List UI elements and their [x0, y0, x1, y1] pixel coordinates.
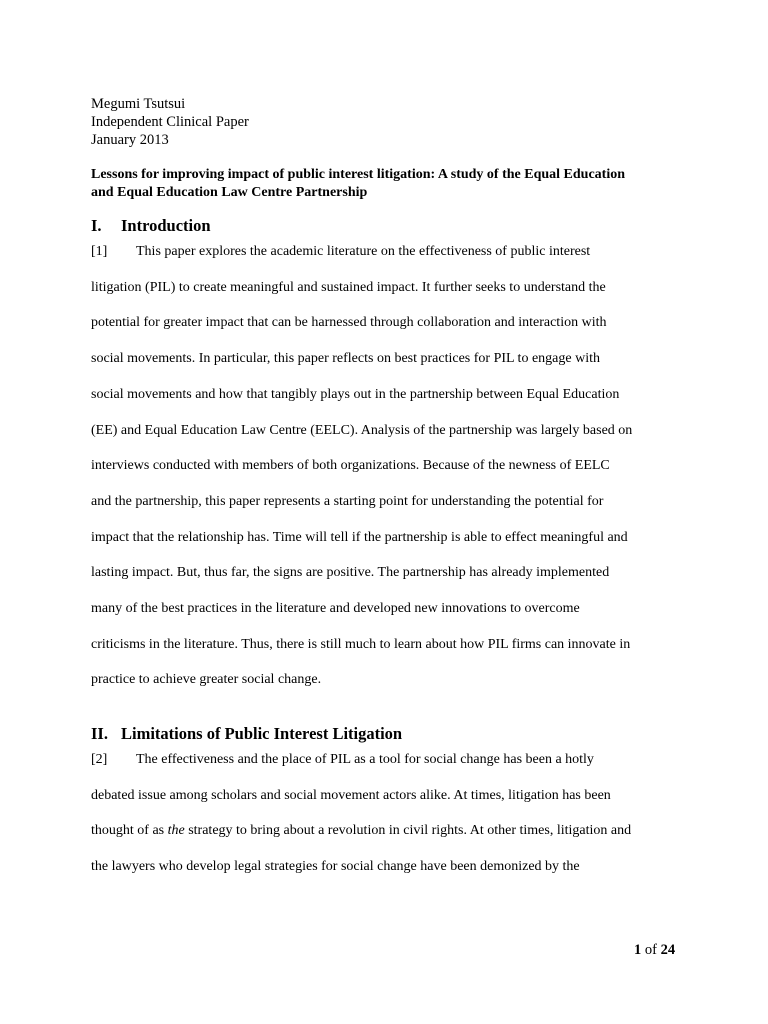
paragraph-line [91, 315, 606, 331]
line-text: impact that the relationship has. Time will tell if the partnership is able to effect meaningful and [91, 529, 628, 545]
paragraph-line [91, 788, 611, 804]
paragraph-line [91, 423, 632, 439]
paragraph-line [91, 752, 594, 768]
line-text: lasting impact. But, thus far, the signs are positive. The partnership has already implemented [91, 565, 610, 581]
line-text: (EE) and Equal Education Law Centre (EELC). Analysis of the partnership was largely based on [91, 422, 633, 438]
line-text: The effectiveness and the place of PIL as a tool for social change has been a hotly [136, 752, 594, 767]
paragraph-line [91, 494, 603, 510]
paper-type: Independent Clinical Paper [91, 114, 249, 130]
emphasis-text: the [167, 823, 185, 839]
line-text: thought of as [91, 823, 168, 839]
paragraph-line [91, 458, 610, 474]
line-text: and the partnership, this paper represents a starting point for understanding the potential for [91, 493, 604, 509]
paper-title-line: and Equal Education Law Centre Partnership [91, 185, 368, 200]
line-text: practice to achieve greater social change. [91, 672, 322, 688]
paragraph-number: [1] [91, 244, 108, 259]
line-text: This paper explores the academic literature on the effectiveness of public interest [136, 244, 591, 259]
line-text: social movements and how that tangibly plays out in the partnership between Equal Education [91, 386, 620, 402]
paragraph-line [91, 530, 628, 546]
paper-date: January 2013 [91, 132, 169, 148]
paragraph-line [91, 672, 321, 688]
paragraph-line [91, 859, 580, 875]
section-title: Limitations of Public Interest Litigation [121, 724, 403, 743]
author-name: Megumi Tsutsui [91, 96, 186, 112]
paper-title-line: Lessons for improving impact of public interest litigation: A study of the Equal Education [91, 167, 626, 182]
line-text: criticisms in the literature. Thus, there is still much to learn about how PIL firms can innovate in [91, 636, 631, 652]
current-page: 1 [634, 942, 642, 958]
document-header [91, 95, 249, 149]
paragraph-line [91, 601, 580, 617]
paragraph-line [91, 280, 606, 296]
page-separator: of [641, 942, 661, 958]
line-text: strategy to bring about a revolution in civil rights. At other times, litigation and [184, 823, 632, 839]
paragraph-line [91, 637, 630, 653]
paragraph-line [91, 244, 590, 260]
line-text: many of the best practices in the literature and developed new innovations to overcome [91, 601, 580, 616]
page-number [634, 942, 675, 959]
paragraph-line [91, 823, 631, 839]
paragraph-line [91, 565, 609, 581]
line-text: interviews conducted with members of both organizations. Because of the newness of EELC [91, 458, 610, 474]
line-text: social movements. In particular, this paper reflects on best practices for PIL to engage with [91, 351, 600, 367]
section-heading-limitations [91, 724, 402, 744]
section-number: I. [91, 216, 102, 235]
paper-title [91, 166, 691, 202]
paragraph-number: [2] [91, 752, 108, 767]
section-title: Introduction [121, 216, 211, 235]
section-heading-introduction [91, 216, 211, 236]
section-number: II. [91, 724, 108, 743]
paragraph-line [91, 351, 600, 367]
line-text: litigation (PIL) to create meaningful and sustained impact. It further seeks to understand the [91, 279, 606, 295]
line-text: potential for greater impact that can be harnessed through collaboration and interaction with [91, 315, 607, 331]
total-pages: 24 [660, 942, 676, 958]
paragraph-line [91, 387, 619, 403]
line-text: debated issue among scholars and social movement actors alike. At times, litigation has been [91, 787, 611, 803]
line-text: the lawyers who develop legal strategies for social change have been demonized by the [91, 859, 580, 875]
